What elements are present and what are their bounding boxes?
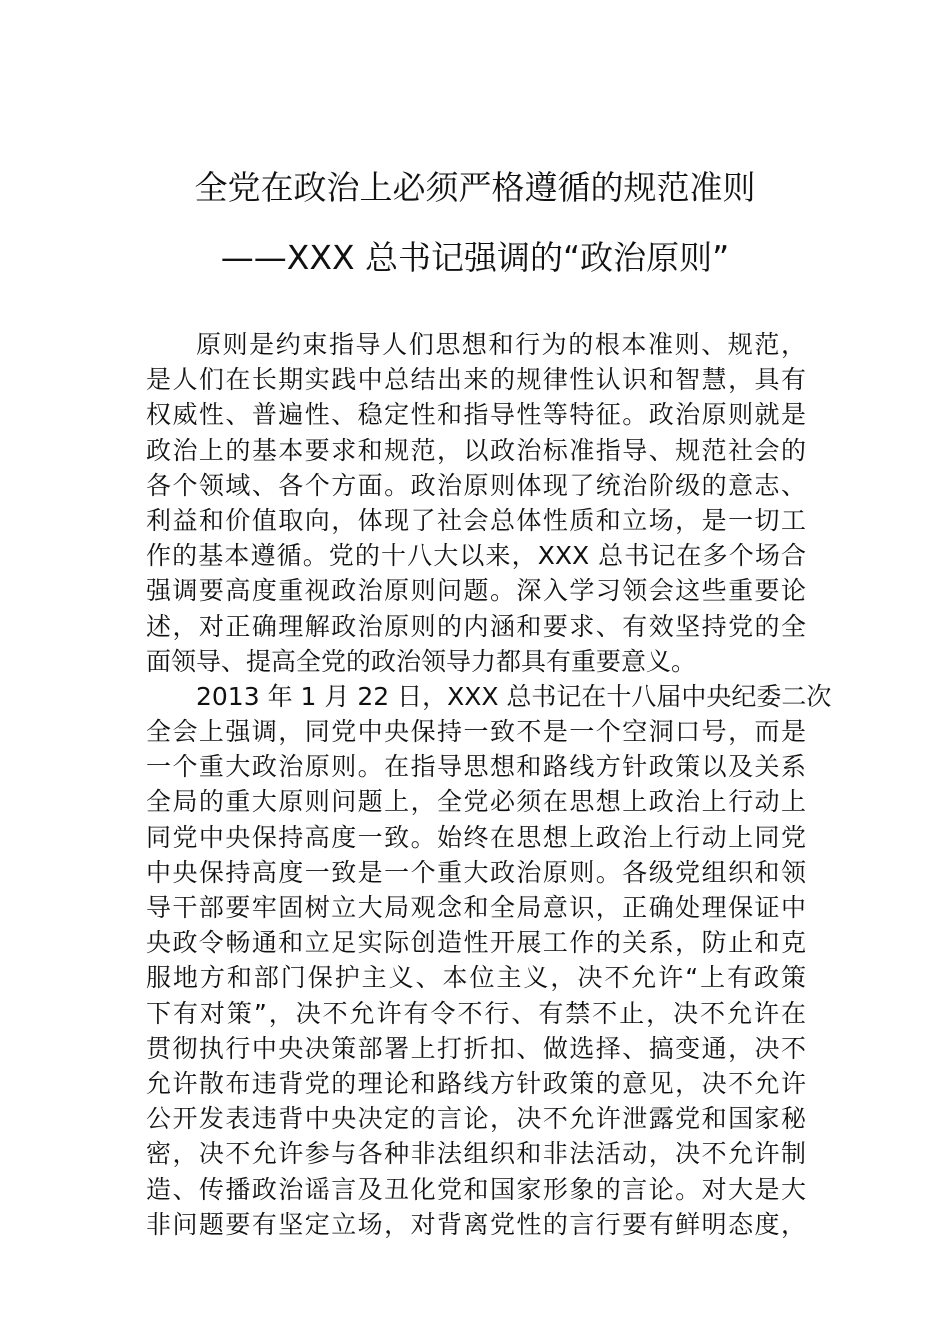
text-line: 公开发表违背中央决定的言论，决不允许泄露党和国家秘 <box>146 1104 806 1134</box>
page-title: 全党在政治上必须严格遵循的规范准则 <box>194 168 756 207</box>
text-line: 央政令畅通和立足实际创造性开展工作的关系，防止和克 <box>146 928 806 958</box>
text-line: 全会上强调，同党中央保持一致不是一个空洞口号，而是 <box>146 717 806 747</box>
text-line: 强调要高度重视政治原则问题。深入学习领会这些重要论 <box>146 576 806 606</box>
text-line: 述，对正确理解政治原则的内涵和要求、有效坚持党的全 <box>146 611 806 641</box>
text-line: 一个重大政治原则。在指导思想和路线方针政策以及关系 <box>146 752 806 782</box>
text-line: 面领导、提高全党的政治领导力都具有重要意义。 <box>146 646 697 676</box>
text-line: 2013 年 1 月 22 日，XXX 总书记在十八届中央纪委二次 <box>196 681 832 711</box>
text-line: 全局的重大原则问题上，全党必须在思想上政治上行动上 <box>146 787 806 817</box>
text-line: 利益和价值取向，体现了社会总体性质和立场，是一切工 <box>146 505 806 535</box>
page-subtitle: ——XXX 总书记强调的“政治原则” <box>220 238 730 277</box>
text-line: 权威性、普遍性、稳定性和指导性等特征。政治原则就是 <box>146 400 806 430</box>
text-line: 是人们在长期实践中总结出来的规律性认识和智慧，具有 <box>146 365 806 395</box>
text-line: 密，决不允许参与各种非法组织和非法活动，决不允许制 <box>146 1139 806 1169</box>
text-line: 允许散布违背党的理论和路线方针政策的意见，决不允许 <box>146 1068 806 1098</box>
text-line: 政治上的基本要求和规范，以政治标准指导、规范社会的 <box>146 435 806 465</box>
text-line: 原则是约束指导人们思想和行为的根本准则、规范， <box>196 330 806 359</box>
text-line: 贯彻执行中央决策部署上打折扣、做选择、搞变通，决不 <box>146 1033 806 1063</box>
text-line: 下有对策”，决不允许有令不行、有禁不止，决不允许在 <box>146 998 806 1028</box>
text-line: 同党中央保持高度一致。始终在思想上政治上行动上同党 <box>146 822 806 852</box>
text-line: 非问题要有坚定立场，对背离党性的言行要有鲜明态度， <box>146 1209 806 1239</box>
text-line: 各个领域、各个方面。政治原则体现了统治阶级的意志、 <box>146 470 806 500</box>
body-text <box>146 327 832 1242</box>
text-line: 导干部要牢固树立大局观念和全局意识，正确处理保证中 <box>146 893 806 922</box>
text-line: 造、传播政治谣言及丑化党和国家形象的言论。对大是大 <box>146 1174 806 1204</box>
paragraph-1 <box>146 327 806 679</box>
text-line: 作的基本遵循。党的十八大以来，XXX 总书记在多个场合 <box>146 541 806 571</box>
paragraph-2 <box>146 679 832 1242</box>
text-line: 中央保持高度一致是一个重大政治原则。各级党组织和领 <box>146 857 806 887</box>
text-line: 服地方和部门保护主义、本位主义，决不允许“上有政策 <box>146 963 806 993</box>
